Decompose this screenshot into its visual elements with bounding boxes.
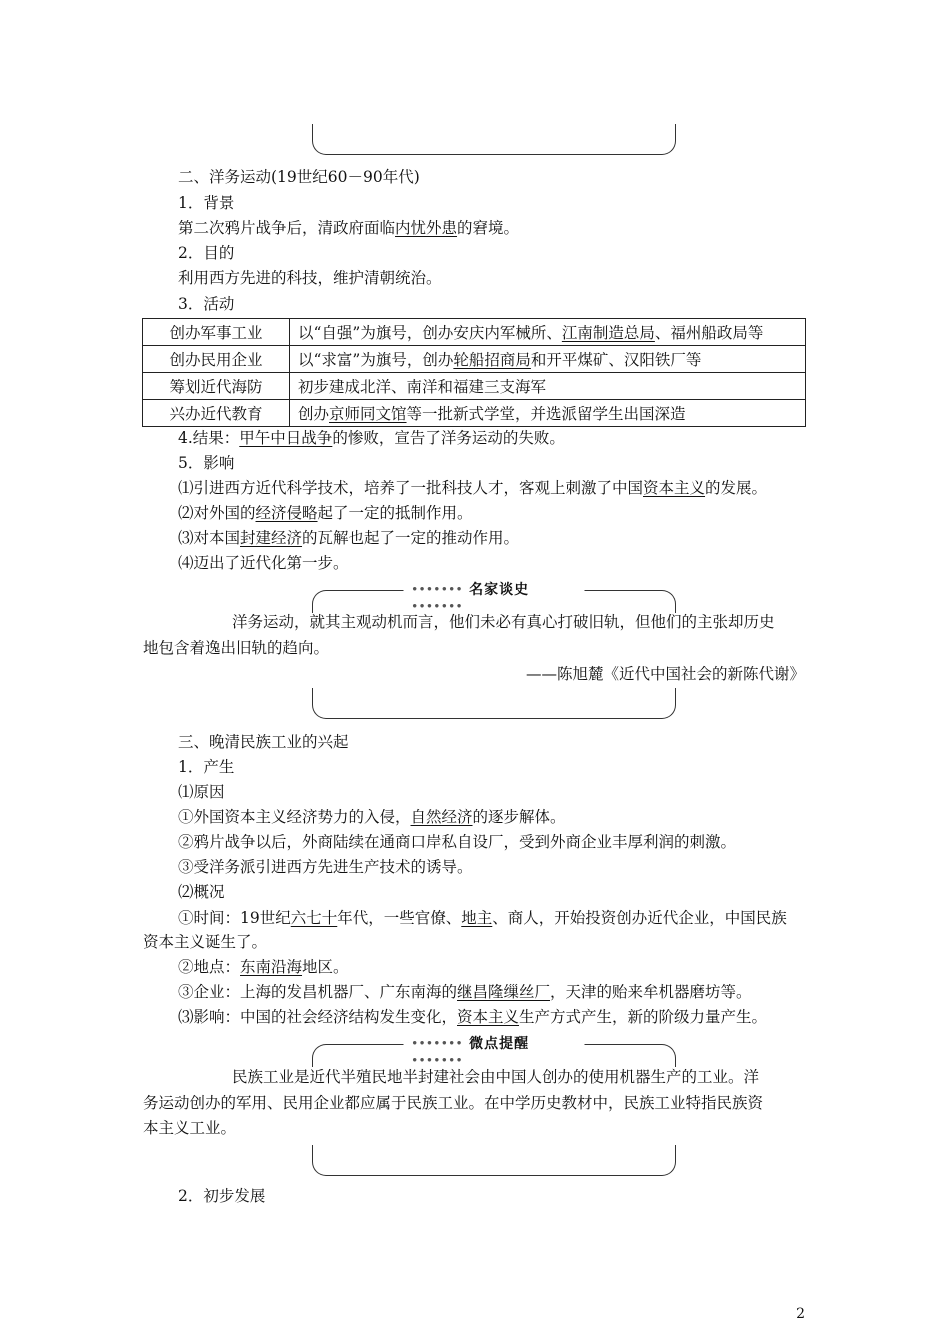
table-row: 创办军事工业 以“自强”为旗号，创办安庆内军械所、江南制造总局、福州船政局等 <box>143 319 806 346</box>
box-tag: 微点提醒 <box>469 1036 530 1052</box>
subheading: 3．活动 <box>178 295 235 313</box>
box-top-bracket: ••••••• 微点提醒 ••••••• <box>312 1044 676 1067</box>
paragraph: 4.结果：甲午中日战争的惨败，宣告了洋务运动的失败。 <box>178 429 565 447</box>
box-bottom-bracket <box>312 1145 676 1176</box>
list-item: 资本主义诞生了。 <box>143 933 268 951</box>
paragraph: 利用西方先进的科技，维护清朝统治。 <box>178 269 442 287</box>
subheading: ⑵概况 <box>178 883 225 901</box>
quote-text: 洋务运动，就其主观动机而言，他们未必有真心打破旧轨，但他们的主张却历史 <box>232 613 775 631</box>
subheading: 5．影响 <box>178 454 235 472</box>
box-top-bracket: ••••••• 名家谈史 ••••••• <box>312 590 676 613</box>
box-bottom-bracket <box>312 688 676 719</box>
note-text: 本主义工业。 <box>143 1119 237 1137</box>
note-text: 民族工业是近代半殖民地半封建社会由中国人创办的使用机器生产的工业。洋 <box>232 1068 760 1086</box>
list-item: ⑶影响：中国的社会经济结构发生变化，资本主义生产方式产生，新的阶级力量产生。 <box>178 1008 768 1026</box>
list-item: ②地点：东南沿海地区。 <box>178 958 349 976</box>
section-title: 二、洋务运动(19世纪60－90年代) <box>178 168 420 186</box>
quote-source: ——陈旭麓《近代中国社会的新陈代谢》 <box>525 665 805 683</box>
table-row: 兴办近代教育 创办京师同文馆等一批新式学堂，并选派留学生出国深造 <box>143 400 806 427</box>
list-item: ②鸦片战争以后，外商陆续在通商口岸私自设厂，受到外商企业丰厚利润的刺激。 <box>178 833 737 851</box>
section-title: 三、晚清民族工业的兴起 <box>178 733 349 751</box>
list-item: ⑴引进西方近代科学技术，培养了一批科技人才，客观上刺激了中国资本主义的发展。 <box>178 479 768 497</box>
quote-text: 地包含着逸出旧轨的趋向。 <box>143 639 330 657</box>
subheading: 2．目的 <box>178 244 235 262</box>
box-tag: 名家谈史 <box>469 582 530 598</box>
table-row: 筹划近代海防 初步建成北洋、南洋和福建三支海军 <box>143 373 806 400</box>
paragraph: 第二次鸦片战争后，清政府面临内忧外患的窘境。 <box>178 219 520 237</box>
list-item: ③企业：上海的发昌机器厂、广东南海的继昌隆缫丝厂，天津的贻来牟机器磨坊等。 <box>178 983 752 1001</box>
subheading: 1．产生 <box>178 758 235 776</box>
note-text: 务运动创办的军用、民用企业都应属于民族工业。在中学历史教材中，民族工业特指民族资 <box>143 1094 764 1112</box>
list-item: ⑶对本国封建经济的瓦解也起了一定的推动作用。 <box>178 529 520 547</box>
subheading: 2．初步发展 <box>178 1187 266 1205</box>
table-row: 创办民用企业 以“求富”为旗号，创办轮船招商局和开平煤矿、汉阳铁厂等 <box>143 346 806 373</box>
list-item: ①时间：19世纪六七十年代，一些官僚、地主、商人，开始投资创办近代企业，中国民族 <box>178 909 787 927</box>
list-item: ③受洋务派引进西方先进生产技术的诱导。 <box>178 858 473 876</box>
activities-table <box>142 318 806 427</box>
page-number: 2 <box>796 1306 805 1322</box>
key-term: 内忧外患 <box>395 219 458 237</box>
box-bottom-bracket <box>312 124 676 155</box>
subheading: 1．背景 <box>178 194 235 212</box>
subheading: ⑴原因 <box>178 783 225 801</box>
list-item: ⑷迈出了近代化第一步。 <box>178 554 349 572</box>
list-item: ⑵对外国的经济侵略起了一定的抵制作用。 <box>178 504 473 522</box>
list-item: ①外国资本主义经济势力的入侵，自然经济的逐步解体。 <box>178 808 566 826</box>
